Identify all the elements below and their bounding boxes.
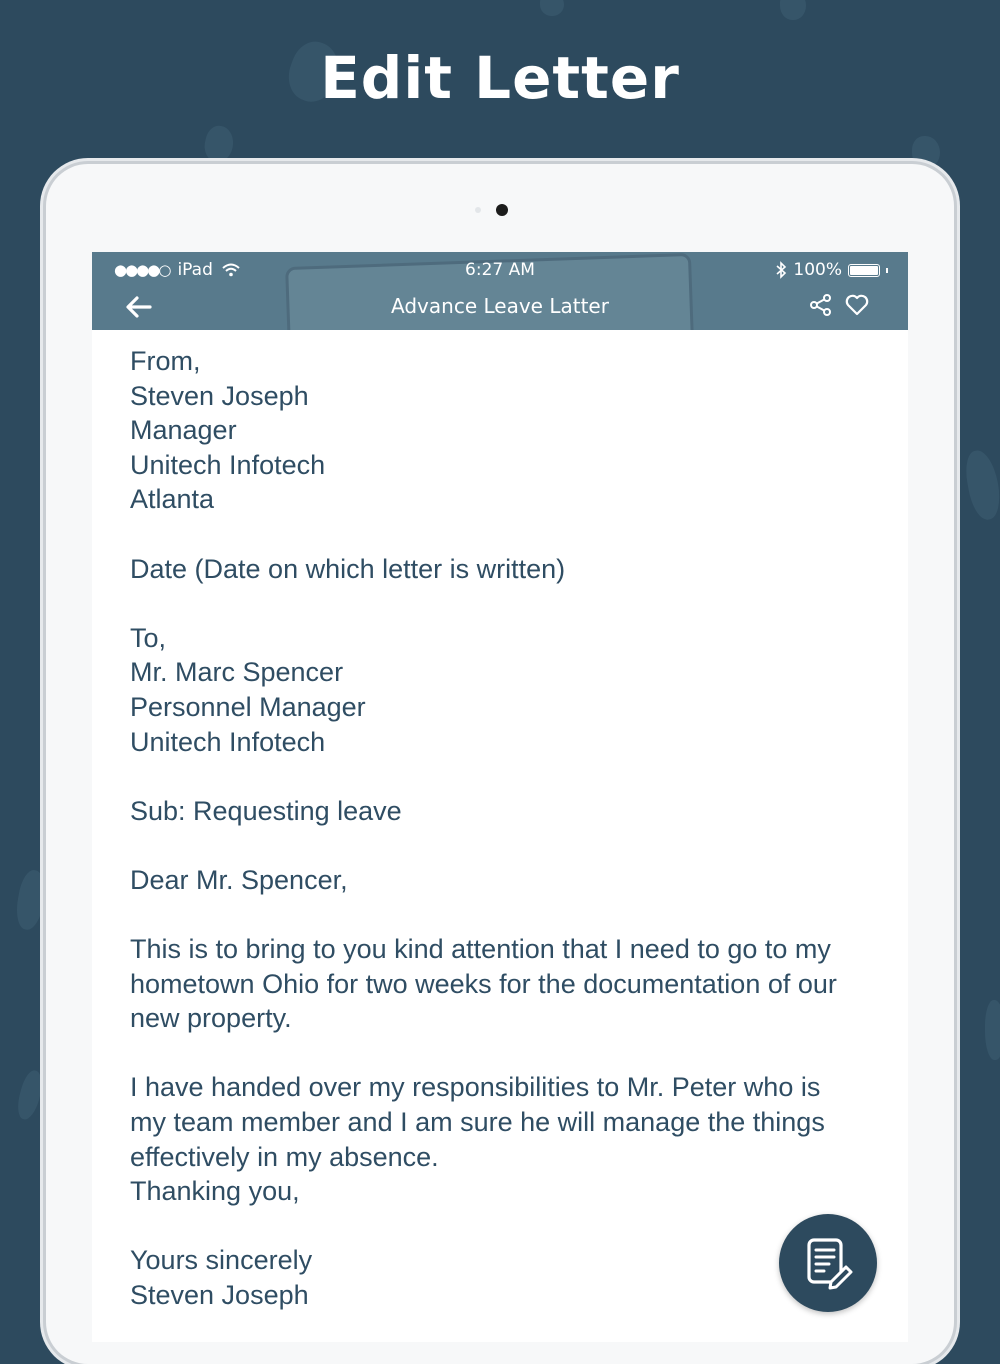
sender-title: Manager [130, 415, 237, 446]
to-label: To, [130, 622, 167, 653]
decorative-shape [985, 1000, 1000, 1060]
nav-row [92, 290, 908, 326]
decorative-shape [202, 123, 237, 164]
decorative-shape [780, 0, 806, 20]
promo-headline: Edit Letter [320, 44, 680, 112]
nav-actions [808, 292, 870, 318]
paragraph-1-line: hometown Ohio for two weeks for the documentation of our [130, 968, 837, 999]
signature-name: Steven Joseph [130, 1280, 309, 1311]
carrier-label: iPad [177, 260, 213, 280]
camera-sensor [475, 207, 481, 213]
app-screen [92, 252, 908, 1342]
nav-title: Advance Leave Latter [391, 294, 609, 318]
signal-strength-icon: ●●●●○ [114, 261, 170, 279]
thanks-line: Thanking you, [130, 1176, 300, 1207]
edit-letter-button[interactable] [779, 1214, 877, 1312]
sender-company: Unitech Infotech [130, 449, 326, 480]
from-label: From, [130, 346, 201, 376]
letter-body[interactable] [130, 344, 908, 1313]
closing-line: Yours sincerely [130, 1245, 313, 1276]
battery-icon [848, 264, 880, 277]
paragraph-2-line: I have handed over my responsibilities to Mr. Peter who is [130, 1072, 821, 1103]
decorative-shape [962, 448, 1000, 522]
decorative-shape [14, 1068, 46, 1121]
recipient-title: Personnel Manager [130, 691, 366, 722]
subject-line: Sub: Requesting leave [130, 795, 402, 826]
status-time: 6:27 AM [465, 260, 535, 280]
paragraph-1-line: This is to bring to you kind attention that I need to go to my [130, 934, 831, 965]
decorative-shape [13, 868, 49, 932]
paragraph-2-line: effectively in my absence. [130, 1141, 439, 1172]
navigation-bar [92, 252, 908, 330]
decorative-shape [912, 136, 940, 168]
sender-name: Steven Joseph [130, 380, 309, 411]
share-icon[interactable] [808, 292, 834, 318]
edit-document-icon [799, 1234, 857, 1292]
status-bar [92, 252, 908, 288]
front-camera [496, 204, 508, 216]
paragraph-1-line: new property. [130, 1003, 292, 1034]
bluetooth-icon [775, 261, 787, 279]
heart-icon[interactable] [844, 292, 870, 318]
sender-city: Atlanta [130, 484, 215, 515]
salutation: Dear Mr. Spencer, [130, 864, 348, 895]
paragraph-2-line: my team member and I am sure he will manage the things [130, 1107, 825, 1138]
status-right [775, 260, 888, 280]
date-line: Date (Date on which letter is written) [130, 553, 566, 584]
decorative-shape [540, 0, 564, 16]
recipient-company: Unitech Infotech [130, 726, 326, 757]
battery-tip [886, 268, 888, 273]
battery-percentage: 100% [793, 260, 842, 280]
recipient-name: Mr. Marc Spencer [130, 657, 344, 688]
